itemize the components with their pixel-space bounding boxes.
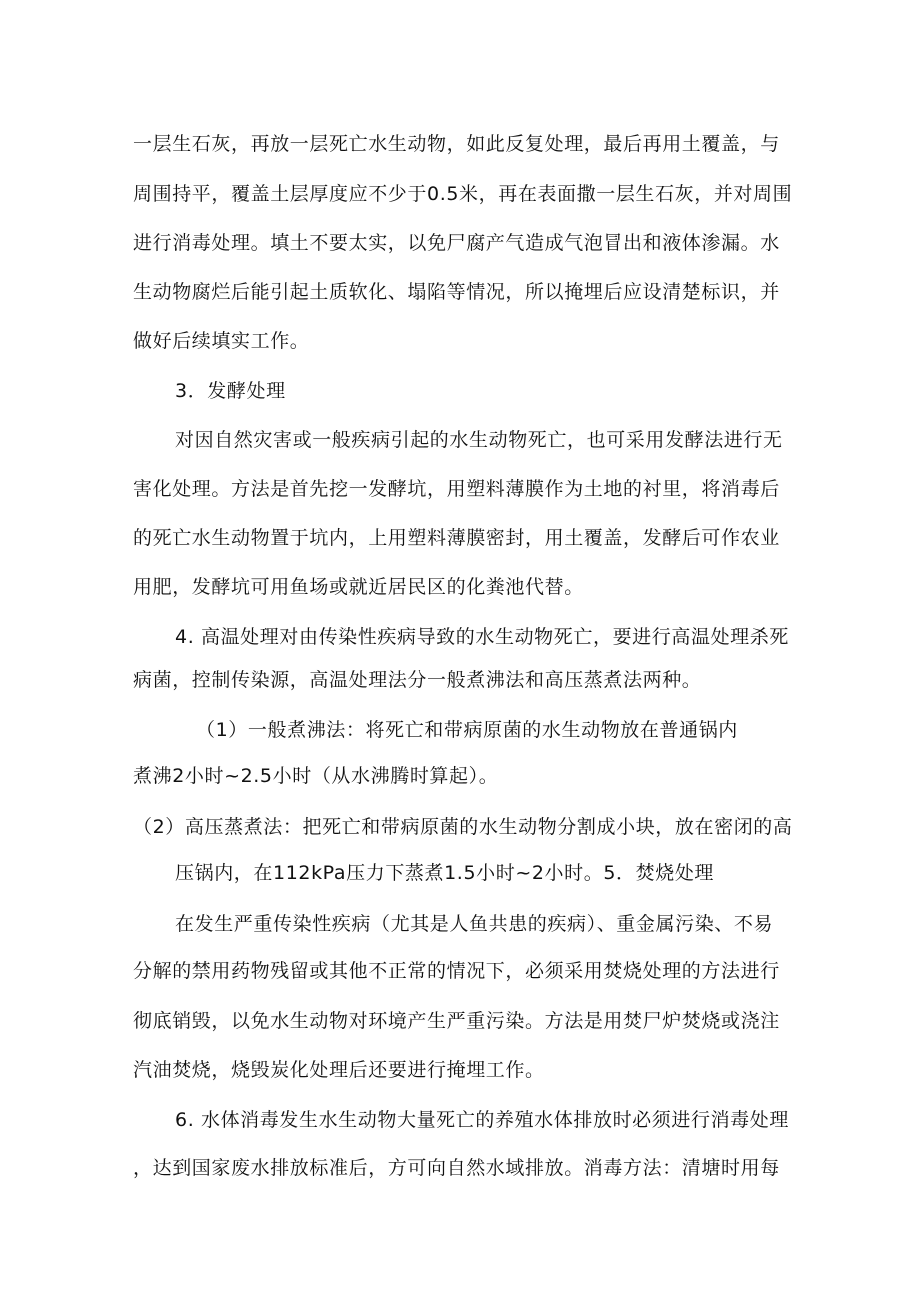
text-line: 在发生严重传染性疾病（尤其是人鱼共患的疾病）、重金属污染、不易 (175, 913, 774, 935)
text-line: 6. 水体消毒发生水生动物大量死亡的养殖水体排放时必须进行消毒处理 (175, 1109, 789, 1131)
text-line: 分解的禁用药物残留或其他不正常的情况下，必须采用焚烧处理的方法进行 (133, 960, 780, 982)
section-heading: 3．发酵处理 (175, 380, 286, 402)
text-line: 汽油焚烧，烧毁炭化处理后还要进行掩埋工作。 (133, 1059, 545, 1081)
text-line: 的死亡水生动物置于坑内，上用塑料薄膜密封，用土覆盖，发酵后可作农业 (133, 527, 780, 549)
text-line: 周围持平，覆盖土层厚度应不少于0.5米，再在表面撒一层生石灰，并对周围 (133, 183, 793, 205)
text-line: 煮沸2小时~2.5小时（从水沸腾时算起）。 (133, 765, 499, 787)
text-line: 生动物腐烂后能引起土质软化、塌陷等情况，所以掩埋后应设清楚标识，并 (133, 281, 780, 303)
text-line: ，达到国家废水排放标准后，方可向自然水域排放。消毒方法：清塘时用每 (133, 1157, 780, 1179)
text-line: 对因自然灾害或一般疾病引起的水生动物死亡，也可采用发酵法进行无 (175, 429, 783, 451)
text-line: 病菌，控制传染源，高温处理法分一般煮沸法和高压蒸煮法两种。 (133, 669, 702, 691)
text-line: 用肥，发酵坑可用鱼场或就近居民区的化粪池代替。 (133, 576, 584, 598)
text-line: 一层生石灰，再放一层死亡水生动物，如此反复处理，最后再用土覆盖，与 (133, 133, 780, 155)
text-line: （1）一般煮沸法：将死亡和带病原菌的水生动物放在普通锅内 (196, 719, 738, 741)
text-line: 害化处理。方法是首先挖一发酵坑，用塑料薄膜作为土地的衬里，将消毒后 (133, 478, 780, 500)
text-line: 压锅内，在112kPa压力下蒸煮1.5小时~2小时。5．焚烧处理 (175, 862, 715, 884)
text-line: 进行消毒处理。填土不要太实，以免尸腐产气造成气泡冒出和液体渗漏。水 (133, 232, 780, 254)
text-line: （2）高压蒸煮法：把死亡和带病原菌的水生动物分割成小块，放在密闭的高 (133, 816, 793, 838)
text-line: 彻底销毁，以免水生动物对环境产生严重污染。方法是用焚尸炉焚烧或浇注 (133, 1010, 780, 1032)
text-line: 4. 高温处理对由传染性疾病导致的水生动物死亡，要进行高温处理杀死 (175, 626, 789, 648)
text-line: 做好后续填实工作。 (133, 330, 310, 352)
